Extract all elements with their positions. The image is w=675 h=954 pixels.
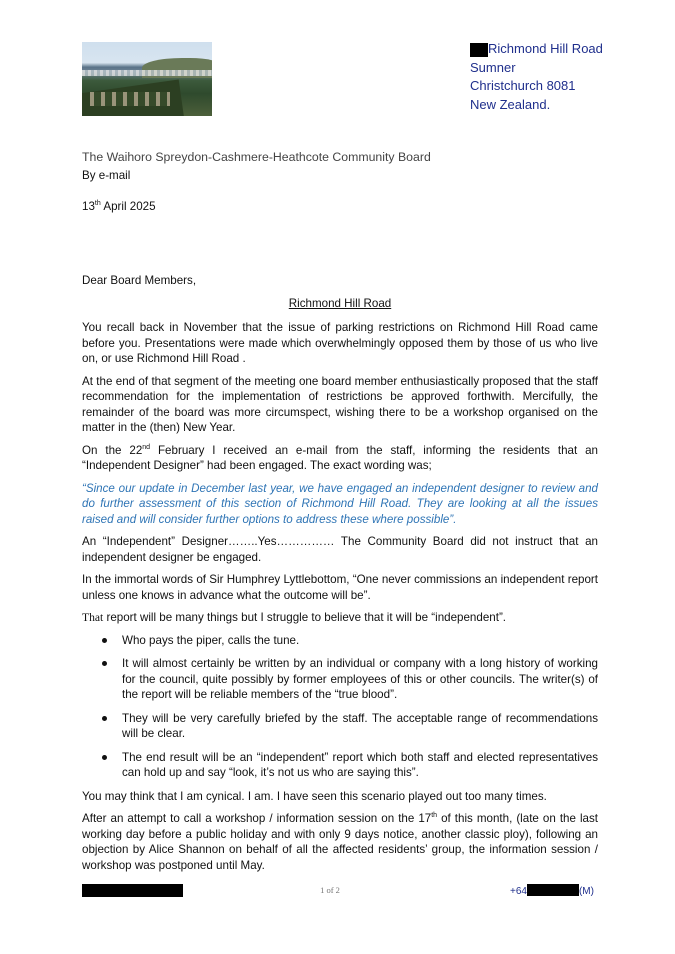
salutation: Dear Board Members, — [82, 274, 197, 287]
paragraph-2: At the end of that segment of the meeting one board member enthusiastically proposed that the staff recommendation for the implementation of restrictions be approved forthwith. Mercifully, the remainder of the board was more circumspect, wishing there to be a workshop organised on the matter in the (then) New Year. — [82, 374, 598, 434]
bullet-list — [82, 633, 598, 781]
paragraph-8: After an attempt to call a workshop / information session on the 17th of this month, (late on the last working day before a public holiday and with only 9 days notice, another classic ploy), following an objection by Alice Shannon on behalf of all the affected residents’ group, the information session / workshop was postponed until May. — [82, 812, 598, 872]
list-item: They will be very carefully briefed by the staff. The acceptable range of recommendations will be clear. — [122, 711, 598, 742]
letter-body — [82, 320, 598, 880]
letter-date: 13th April 2025 — [82, 200, 156, 213]
redacted-phone-digits — [527, 884, 579, 896]
address-line-country: New Zealand. — [470, 96, 551, 112]
list-item: The end result will be an “independent” report which both staff and elected representatives can hold up and say “look, it’s not us who are saying this”. — [122, 750, 598, 781]
redacted-footer-text — [82, 884, 183, 897]
address-line-suburb: Sumner — [470, 59, 516, 75]
paragraph-5: In the immortal words of Sir Humphrey Lyttlebottom, “One never commissions an independent report unless one knows in advance what the outcome will be”. — [82, 573, 598, 602]
phone-number: +64 (M) — [510, 886, 594, 897]
paragraph-1: You recall back in November that the issue of parking restrictions on Richmond Hill Road came before you. Presentations were made which overwhelmingly opposed them by those of us who live on, or use Richmond Hill Road . — [82, 321, 598, 365]
subject-heading: Richmond Hill Road — [288, 297, 392, 310]
list-item: It will almost certainly be written by an individual or company with a long history of working for the council, quite possibly by former employees of this or other councils. The writer(s) of the report will be reliable members of the “true blood”. — [122, 656, 598, 703]
delivery-method: By e-mail — [82, 169, 131, 182]
header-photo — [82, 42, 212, 116]
recipient: The Waihoro Spreydon-Cashmere-Heathcote Community Board — [82, 150, 431, 164]
bullet-icon — [102, 661, 107, 666]
page-number: 1 of 2 — [320, 885, 340, 895]
redacted-house-number — [470, 43, 488, 57]
paragraph-7: You may think that I am cynical. I am. I have seen this scenario played out too many times. — [82, 789, 547, 803]
bullet-icon — [102, 638, 107, 643]
photo-roofs — [90, 92, 170, 106]
address-line-street: Richmond Hill Road — [470, 40, 603, 59]
page-footer — [0, 884, 675, 898]
address-line-city: Christchurch 8081 — [470, 78, 576, 93]
photo-town — [82, 70, 212, 76]
paragraph-6: That report will be many things but I struggle to believe that it will be “independent”. — [82, 611, 507, 624]
paragraph-3: On the 22nd February I received an e-mail from the staff, informing the residents that an “Independent Designer” had been engaged. The exact wording was; — [82, 443, 598, 472]
paragraph-4: An “Independent” Designer……..Yes…………… The Community Board did not instruct that an independent designer be engaged. — [82, 535, 598, 564]
list-item: Who pays the piper, calls the tune. — [122, 633, 598, 649]
bullet-icon — [102, 755, 107, 760]
sender-address — [470, 40, 603, 114]
staff-email-quote: “Since our update in December last year, we have engaged an independent designer to review and do further assessment of this section of Richmond Hill Road. They are looking at all the issues raised and will consider further options to address these where possible”. — [82, 481, 598, 526]
bullet-icon — [102, 716, 107, 721]
